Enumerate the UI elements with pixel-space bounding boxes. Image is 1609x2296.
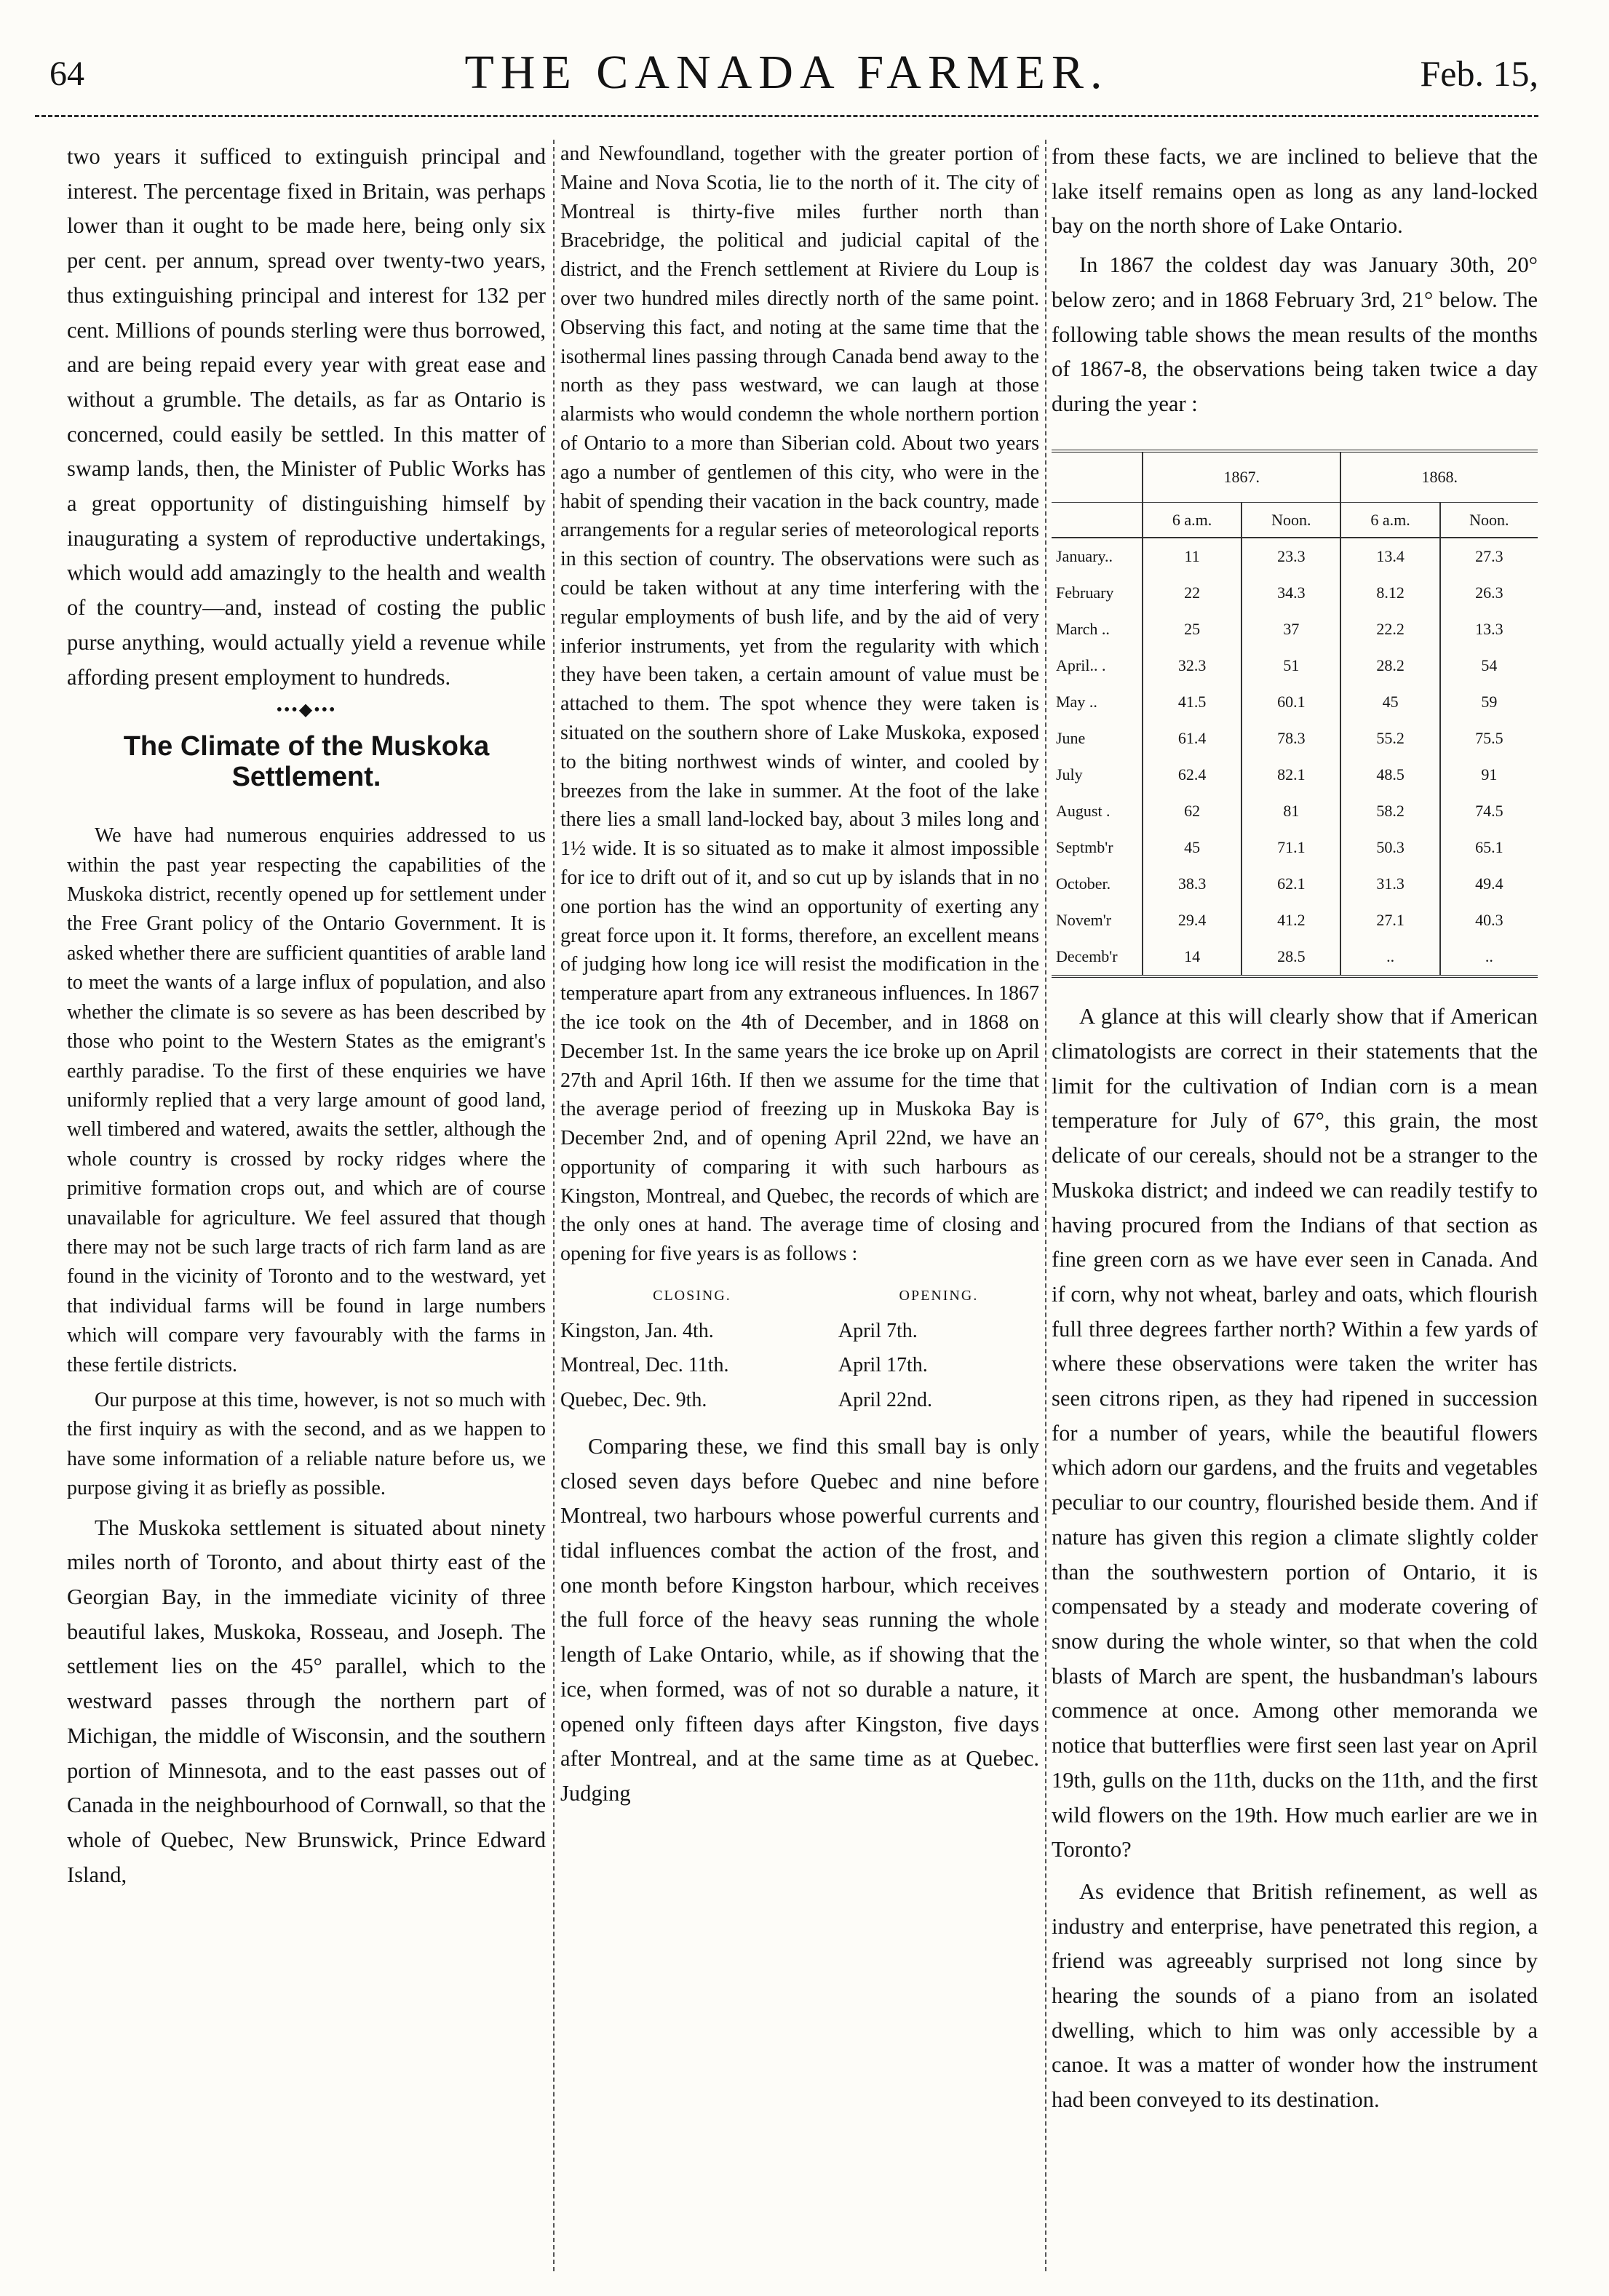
time-header: Noon. [1241, 502, 1340, 538]
value-cell: 45 [1143, 829, 1241, 866]
value-cell: 13.3 [1440, 611, 1538, 647]
value-cell: 81 [1241, 793, 1340, 829]
value-cell: 74.5 [1440, 793, 1538, 829]
value-cell: 62.1 [1241, 866, 1340, 902]
table-row [560, 1314, 1039, 1349]
value-cell: 8.12 [1340, 575, 1439, 611]
value-cell: 27.1 [1340, 902, 1439, 938]
table-row [1052, 611, 1538, 647]
value-cell: 75.5 [1440, 720, 1538, 757]
column-2 [560, 140, 1039, 2275]
table-row [1052, 938, 1538, 976]
value-cell: 91 [1440, 757, 1538, 793]
table-corner [1052, 502, 1143, 538]
month-cell: Decemb'r [1056, 947, 1118, 966]
value-cell: 45 [1340, 684, 1439, 720]
year-header-1868: 1868. [1340, 451, 1538, 503]
value-cell: 32.3 [1143, 647, 1241, 684]
value-cell: 14 [1143, 938, 1241, 976]
newspaper-title: THE CANADA FARMER. [464, 46, 1109, 99]
month-cell: April.. . [1056, 656, 1106, 675]
closing-header: CLOSING. [653, 1288, 731, 1304]
value-cell: 31.3 [1340, 866, 1439, 902]
table-row [1052, 793, 1538, 829]
paragraph: Comparing these, we find this small bay is only closed seven days before Quebec and nine before Montreal, two harbours whose powerful currents and tidal influences combat the action of the frost, and one month before Kingston harbour, which receives the full force of the heavy seas running the whole length of Lake Ontario, while, as if showing that the ice, when formed, was of not so durable a nature, it opened only fifteen days after Kingston, five days after Montreal, and at the same time as at Quebec. Judging [560, 1433, 1039, 1806]
value-cell: .. [1340, 938, 1439, 976]
paragraph: We have had numerous enquiries addressed to us within the past year respecting the capabilities of the Muskoka district, recently opened up for settlement under the Free Grant policy of the Ontario Government. It is asked whether there are sufficient quantities of arable land to meet the wants of a large influx of population, and also whether the climate is so severe as has been described by those who point to the Western States as the emigrant's earthly paradise. To the first of these enquiries we have uniformly replied that a very large amount of good land, well timbered and watered, awaits the settler, although the whole country is crossed by rocky ridges where the primitive formation crops out, and which are of course unavailable for agriculture. We feel assured that though there may not be such large tracts of rich farm land as are found in the vicinity of Toronto and to the westward, yet that individual farms will be found in large numbers which will compare very favourably with the farms in these fertile districts. [67, 824, 546, 1376]
month-cell: July [1056, 765, 1083, 784]
paragraph: and Newfoundland, together with the greater portion of Maine and Nova Scotia, lie to the north of it. The city of Montreal is thirty-five miles further north than Bracebridge, the political and judicial capital of the district, and the French settlement at Riviere du Loup is over two hundred miles directly north of the same point. Observing this fact, and noting at the same time that the isothermal lines passing through Canada bend away to the north as they pass westward, we can laugh at those alarmists who would condemn the whole northern portion of Ontario to a more than Siberian cold. About two years ago a number of gentlemen of this city, who were in the habit of spending their vacation in the back country, made arrangements for a regular series of meteorological reports in this section of country. The observations were such as could be taken without at any time interfering with the regular employments of bush life, and by the aid of very inferior instruments, yet from the regularity with which they have been taken, a certain amount of value must be attached to them. The spot whence they were taken is situated on the southern shore of Lake Muskoka, exposed to the biting northwest winds of winter, and cooled by breezes from the lake in summer. At the foot of the lake there lies a small land-locked bay, about 3 miles long and 1½ wide. It is so situated as to make it almost impossible for ice to drift out of it, and so cut up by islands that in no one portion has the wind an opportunity of exerting any great force upon it. It forms, therefore, an excellent means of judging how long ice will resist the modification in the temperature apart from any extraneous influences. In 1867 the ice took on the 4th of December, and in 1868 on December 1st. In the same years the ice broke up on April 27th and April 16th. If then we assume for the time that the average period of freezing up in Muskoka Bay is December 2nd, and of opening April 22nd, we have an opportunity of comparing it with such harbours as Kingston, Montreal, and Quebec, the records of which are the only ones at hand. The average time of closing and opening for five years is as follows : [560, 143, 1039, 1266]
value-cell: 22 [1143, 575, 1241, 611]
month-cell: March .. [1056, 620, 1110, 639]
value-cell: 11 [1143, 538, 1241, 575]
time-header: 6 a.m. [1143, 502, 1241, 538]
value-cell: 29.4 [1143, 902, 1241, 938]
time-header: 6 a.m. [1340, 502, 1439, 538]
value-cell: 58.2 [1340, 793, 1439, 829]
value-cell: 23.3 [1241, 538, 1340, 575]
masthead [35, 45, 1538, 112]
value-cell: 27.3 [1440, 538, 1538, 575]
table-row [1052, 720, 1538, 757]
table-row [1052, 538, 1538, 575]
value-cell: 54 [1440, 647, 1538, 684]
value-cell: 51 [1241, 647, 1340, 684]
value-cell: 55.2 [1340, 720, 1439, 757]
value-cell: 82.1 [1241, 757, 1340, 793]
year-header-1867: 1867. [1143, 451, 1340, 503]
closing-cell: Kingston, Jan. 4th. [560, 1319, 714, 1342]
column-divider [553, 140, 555, 2271]
value-cell: 22.2 [1340, 611, 1439, 647]
value-cell: 65.1 [1440, 829, 1538, 866]
value-cell: 61.4 [1143, 720, 1241, 757]
table-row [1052, 902, 1538, 938]
ornament-divider: •••◆••• [276, 701, 337, 720]
month-cell: Septmb'r [1056, 838, 1113, 857]
opening-cell: April 7th. [838, 1319, 918, 1342]
table-row [1052, 575, 1538, 611]
closing-cell: Montreal, Dec. 11th. [560, 1354, 729, 1377]
paragraph: A glance at this will clearly show that if American climatologists are correct in their statements that the limit for the cultivation of Indian corn is a mean temperature for July of 67°, this grain, the most delicate of our cereals, should not be a stranger to the Muskoka district; and indeed we can readily testify to having procured from the Indians of that section as fine green corn as we have ever seen in Canada. And if corn, why not wheat, barley and oats, which flourish full three degrees farther north? Within a few yards of where these observations were taken the writer has seen citrons ripen, as they had ripened in succession for a number of years, while the beautiful flowers which adorn our gardens, and the fruits and vegetables peculiar to our country, flourished beside them. And if nature has given this region a climate slightly colder than the southwestern portion of Ontario, it is compensated by a steady and moderate covering of snow during the whole winter, so that when the cold blasts of March are spent, the husbandman's labours commence at once. Among other memoranda we notice that butterflies were first seen last year on April 19th, gulls on the 11th, ducks on the 11th, and the first wild flowers on the 19th. How much earlier are we in Toronto? [1052, 1004, 1538, 1862]
table-row [1052, 647, 1538, 684]
opening-cell: April 17th. [838, 1354, 928, 1377]
month-cell: Novem'r [1056, 911, 1112, 930]
paragraph: Our purpose at this time, however, is not so much with the first inquiry as with the second, and as we happen to have some information of a reliable nature before us, we purpose giving it as briefly as possible. [67, 1388, 546, 1500]
value-cell: 41.5 [1143, 684, 1241, 720]
column-3 [1052, 140, 1538, 2275]
month-cell: June [1056, 729, 1086, 748]
closing-cell: Quebec, Dec. 9th. [560, 1389, 707, 1412]
value-cell: 38.3 [1143, 866, 1241, 902]
value-cell: 41.2 [1241, 902, 1340, 938]
column-1 [67, 140, 546, 2275]
paragraph: from these facts, we are inclined to believe that the lake itself remains open as long as any land-locked bay on the north shore of Lake Ontario. [1052, 144, 1538, 239]
table-row [1052, 757, 1538, 793]
time-header: Noon. [1440, 502, 1538, 538]
value-cell: 25 [1143, 611, 1241, 647]
paragraph: two years it sufficed to extinguish principal and interest. The percentage fixed in Britain, was perhaps lower than it ought to be made here, being only six per cent. per annum, spread over twenty-two years, thus extinguishing principal and interest for 132 per cent. Millions of pounds sterling were thus borrowed, and are being repaid every year with great ease and without a grumble. The details, as far as Ontario is concerned, could easily be settled. In this matter of swamp lands, then, the Minister of Public Works has a great opportunity of distinguishing himself by inaugurating a system of reproductive undertakings, which would add amazingly to the health and wealth of the country—and, instead of costing the public purse anything, would actually yield a revenue while affording present employment to hundreds. [67, 144, 546, 690]
month-cell: August . [1056, 802, 1111, 821]
value-cell: 78.3 [1241, 720, 1340, 757]
header-rule [35, 115, 1538, 117]
issue-date: Feb. 15, [1420, 53, 1538, 94]
table-row [1052, 866, 1538, 902]
value-cell: 28.2 [1340, 647, 1439, 684]
value-cell: 62.4 [1143, 757, 1241, 793]
month-cell: January.. [1056, 547, 1113, 566]
month-cell: October. [1056, 874, 1111, 893]
value-cell: .. [1440, 938, 1538, 976]
paragraph: The Muskoka settlement is situated about ninety miles north of Toronto, and about thirty east of the Georgian Bay, in the immediate vicinity of three beautiful lakes, Muskoka, Rosseau, and Joseph. The settlement lies on the 45° parallel, which to the westward passes through the northern part of Michigan, the middle of Wisconsin, and the southern portion of Minnesota, and to the east passes out of Canada in the neighbourhood of Cornwall, so that the whole of Quebec, New Brunswick, Prince Edward Island, [67, 1515, 546, 1887]
table-row [560, 1383, 1039, 1418]
month-cell: May .. [1056, 693, 1097, 711]
value-cell: 49.4 [1440, 866, 1538, 902]
table-row [560, 1348, 1039, 1383]
table-corner [1052, 451, 1143, 503]
month-cell: February [1056, 583, 1114, 602]
value-cell: 28.5 [1241, 938, 1340, 976]
value-cell: 48.5 [1340, 757, 1439, 793]
paragraph: In 1867 the coldest day was January 30th, 20° below zero; and in 1868 February 3rd, 21° below. The following table shows the mean results of the months of 1867-8, the observations being taken twice a day during the year : [1052, 252, 1538, 416]
value-cell: 59 [1440, 684, 1538, 720]
table-row [1052, 684, 1538, 720]
value-cell: 26.3 [1440, 575, 1538, 611]
closing-opening-dates [560, 1279, 1039, 1418]
page-number: 64 [49, 55, 84, 93]
paragraph: As evidence that British refinement, as well as industry and enterprise, have penetrated this region, a friend was agreeably surprised not long since by hearing the sounds of a piano from an isolated dwelling, which to him was only accessible by a canoe. It was a matter of wonder how the instrument had been conveyed to its destination. [1052, 1878, 1538, 2113]
value-cell: 62 [1143, 793, 1241, 829]
article-heading: The Climate of the Muskoka Settlement. [123, 731, 490, 793]
value-cell: 37 [1241, 611, 1340, 647]
value-cell: 50.3 [1340, 829, 1439, 866]
value-cell: 60.1 [1241, 684, 1340, 720]
dates-table [560, 1279, 1039, 1418]
opening-header: OPENING. [899, 1288, 979, 1304]
column-divider [1045, 140, 1046, 2271]
table-row [1052, 829, 1538, 866]
opening-cell: April 22nd. [838, 1389, 932, 1412]
value-cell: 34.3 [1241, 575, 1340, 611]
climate-table [1052, 450, 1538, 978]
value-cell: 71.1 [1241, 829, 1340, 866]
value-cell: 13.4 [1340, 538, 1439, 575]
value-cell: 40.3 [1440, 902, 1538, 938]
